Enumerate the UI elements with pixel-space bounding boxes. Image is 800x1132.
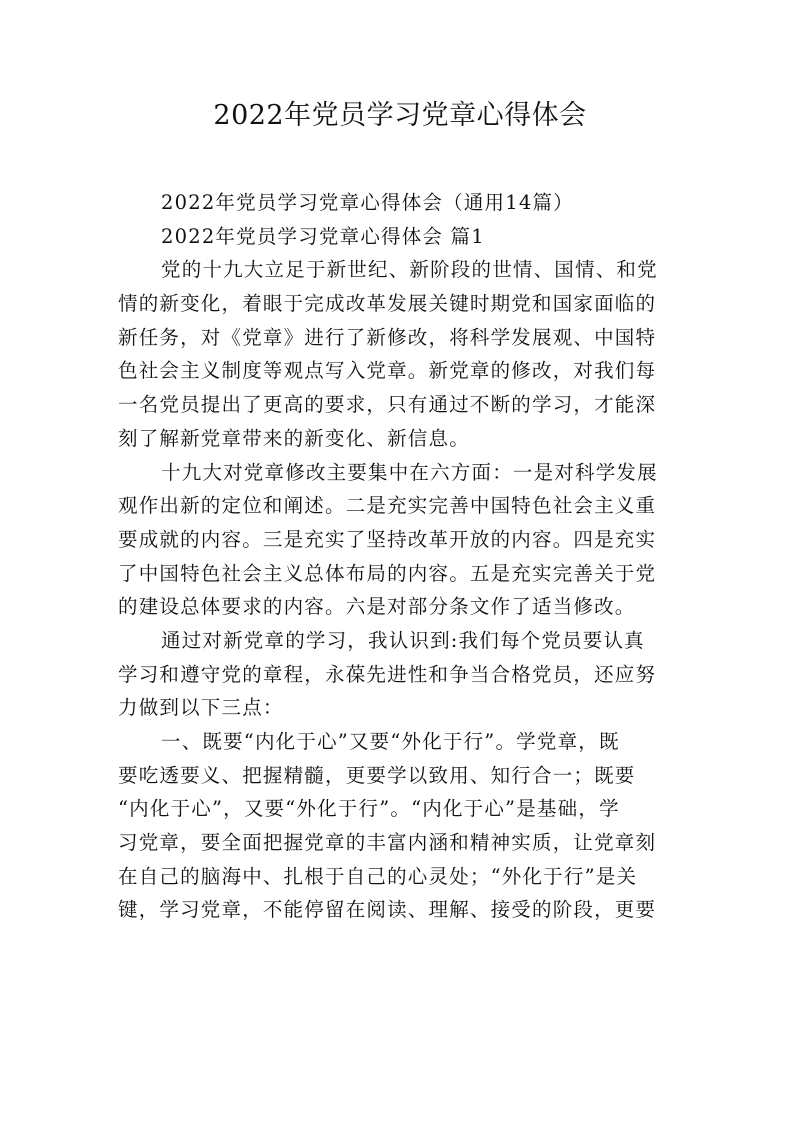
body-line: 新任务，对《党章》进行了新修改，将科学发展观、中国特 xyxy=(118,325,657,349)
body-line: 力做到以下三点： xyxy=(118,696,284,720)
body-line: 党的十九大立足于新世纪、新阶段的世情、国情、和党 xyxy=(161,258,658,282)
body-line: “内化于心”，又要“外化于行”。“内化于心”是基础，学 xyxy=(118,797,620,821)
body-line: 一名党员提出了更高的要求，只有通过不断的学习，才能深 xyxy=(118,393,657,417)
body-line: 一、既要“内化于心”又要“外化于行”。学党章，既 xyxy=(161,730,620,753)
body-line: 色社会主义制度等观点写入党章。新党章的修改，对我们每 xyxy=(118,359,657,383)
body-line: 2022年党员学习党章心得体会 篇1 xyxy=(161,224,485,248)
body-line: 的建设总体要求的内容。六是对部分条文作了适当修改。 xyxy=(118,595,636,619)
body-line: 观作出新的定位和阐述。二是充实完善中国特色社会主义重 xyxy=(118,494,657,518)
body-line: 通过对新党章的学习，我认识到:我们每个党员要认真 xyxy=(161,628,645,652)
body-line: 2022年党员学习党章心得体会（通用14篇） xyxy=(161,191,574,214)
body-line: 刻了解新党章带来的新变化、新信息。 xyxy=(118,426,470,450)
body-line: 情的新变化，着眼于完成改革发展关键时期党和国家面临的 xyxy=(118,292,657,316)
body-line: 习党章，要全面把握党章的丰富内涵和精神实质，让党章刻 xyxy=(118,831,657,855)
body-line: 十九大对党章修改主要集中在六方面：一是对科学发展 xyxy=(161,460,658,484)
body-line: 键，学习党章，不能停留在阅读、理解、接受的阶段，更要 xyxy=(118,898,657,922)
body-line: 要成就的内容。三是充实了坚持改革开放的内容。四是充实 xyxy=(118,527,657,551)
body-line: 了中国特色社会主义总体布局的内容。五是充实完善关于党 xyxy=(118,561,657,585)
body-line: 要吃透要义、把握精髓，更要学以致用、知行合一；既要 xyxy=(118,763,636,787)
body-line: 学习和遵守党的章程，永葆先进性和争当合格党员，还应努 xyxy=(118,662,657,686)
document-title: 2022年党员学习党章心得体会 xyxy=(213,100,587,131)
body-line: 在自己的脑海中、扎根于自己的心灵处；“外化于行”是关 xyxy=(118,864,638,888)
document-body xyxy=(118,186,684,927)
